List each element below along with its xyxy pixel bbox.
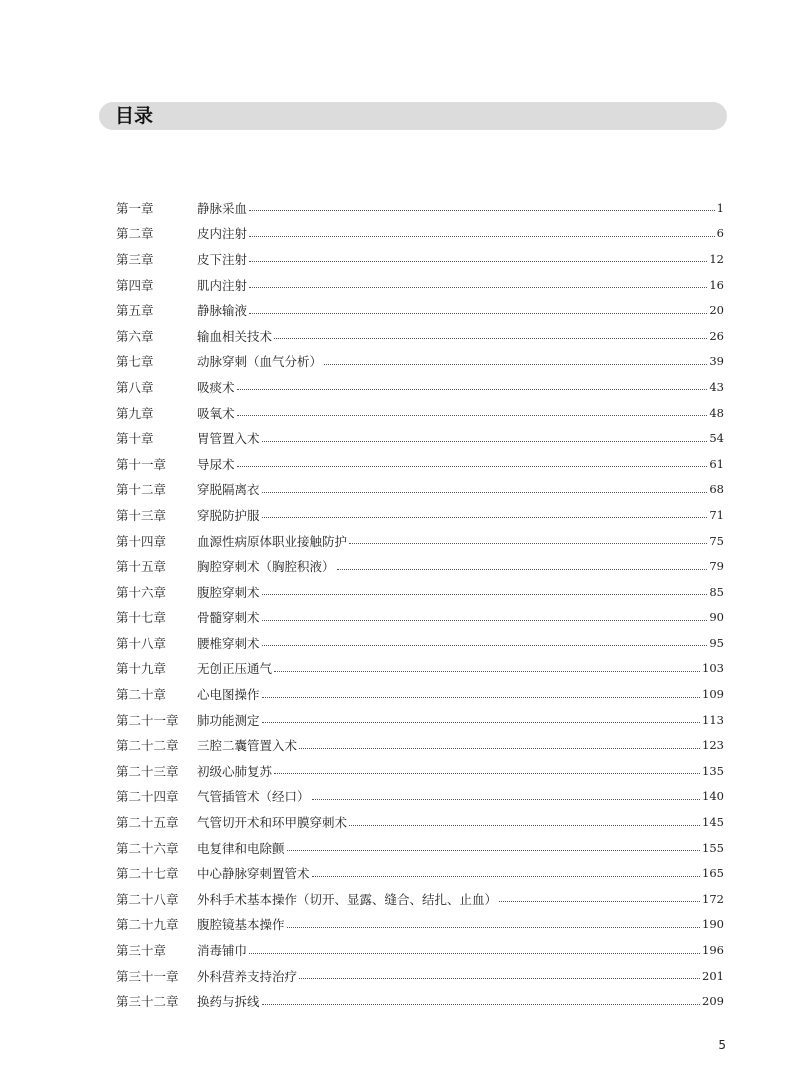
- toc-page-number: 145: [702, 815, 724, 830]
- toc-chapter-number: 第十一章: [116, 456, 167, 472]
- toc-chapter-title: 无创正压通气: [197, 661, 273, 677]
- toc-chapter-title: 输血相关技术: [197, 328, 273, 344]
- toc-chapter-number: 第二十一章: [116, 712, 179, 728]
- toc-entry[interactable]: [116, 605, 724, 631]
- toc-chapter-number: 第五章: [116, 303, 154, 319]
- page-title: 目录: [115, 105, 154, 127]
- toc-page-number: 190: [702, 917, 724, 932]
- toc-page-number: 209: [702, 994, 724, 1009]
- toc-chapter-title: 消毒铺巾: [197, 943, 248, 959]
- toc-leader-dots: [274, 671, 700, 672]
- toc-chapter-number: 第二十七章: [116, 866, 179, 882]
- toc-leader-dots: [299, 978, 700, 979]
- toc-page-number: 165: [702, 866, 724, 881]
- toc-page-number: 103: [702, 661, 724, 676]
- toc-chapter-title: 皮内注射: [197, 226, 248, 242]
- toc-leader-dots: [262, 620, 708, 621]
- toc-chapter-title: 肺功能测定: [197, 712, 260, 728]
- toc-page-number: 113: [702, 712, 724, 727]
- toc-leader-dots: [262, 697, 701, 698]
- toc-page-number: 109: [702, 687, 724, 702]
- toc-chapter-number: 第十七章: [116, 610, 167, 626]
- toc-chapter-title: 电复律和电除颤: [197, 840, 285, 856]
- toc-chapter-number: 第十章: [116, 431, 154, 447]
- toc-chapter-title: 三腔二囊管置入术: [197, 738, 298, 754]
- toc-leader-dots: [262, 492, 708, 493]
- toc-page-number: 75: [709, 533, 724, 548]
- toc-chapter-title: 中心静脉穿刺置管术: [197, 866, 310, 882]
- toc-chapter-number: 第十五章: [116, 559, 167, 575]
- toc-entry[interactable]: [116, 937, 724, 963]
- toc-chapter-title: 腹腔镜基本操作: [197, 917, 285, 933]
- toc-chapter-number: 第十六章: [116, 584, 167, 600]
- toc-chapter-number: 第二十章: [116, 687, 167, 703]
- toc-leader-dots: [274, 338, 707, 339]
- toc-entry[interactable]: [116, 323, 724, 349]
- toc-entry[interactable]: [116, 681, 724, 707]
- toc-entry[interactable]: [116, 451, 724, 477]
- toc-entry[interactable]: [116, 732, 724, 758]
- toc-chapter-number: 第十二章: [116, 482, 167, 498]
- toc-leader-dots: [287, 850, 701, 851]
- toc-entry[interactable]: [116, 758, 724, 784]
- toc-chapter-number: 第二十九章: [116, 917, 179, 933]
- toc-chapter-title: 骨髓穿刺术: [197, 610, 260, 626]
- toc-leader-dots: [249, 313, 707, 314]
- toc-entry[interactable]: [116, 784, 724, 810]
- toc-chapter-number: 第一章: [116, 200, 154, 216]
- toc-page-number: 172: [702, 891, 724, 906]
- toc-chapter-number: 第十三章: [116, 507, 167, 523]
- toc-chapter-number: 第九章: [116, 405, 154, 421]
- toc-page-number: 16: [709, 277, 724, 292]
- toc-page-number: 79: [709, 559, 724, 574]
- toc-entry[interactable]: [116, 502, 724, 528]
- toc-chapter-title: 气管切开术和环甲膜穿刺术: [197, 815, 348, 831]
- toc-chapter-title: 吸痰术: [197, 379, 235, 395]
- toc-chapter-number: 第二十三章: [116, 763, 179, 779]
- toc-chapter-title: 初级心肺复苏: [197, 763, 273, 779]
- toc-entry[interactable]: [116, 297, 724, 323]
- toc-chapter-number: 第八章: [116, 379, 154, 395]
- toc-page-number: 48: [709, 405, 724, 420]
- toc-leader-dots: [299, 748, 700, 749]
- toc-chapter-number: 第三十章: [116, 943, 167, 959]
- toc-leader-dots: [262, 517, 708, 518]
- toc-title-bar: [99, 102, 727, 130]
- toc-chapter-number: 第十八章: [116, 635, 167, 651]
- toc-leader-dots: [337, 569, 708, 570]
- toc-entry[interactable]: [116, 553, 724, 579]
- toc-page-number: 196: [702, 943, 724, 958]
- toc-chapter-number: 第七章: [116, 354, 154, 370]
- toc-chapter-title: 皮下注射: [197, 251, 248, 267]
- toc-entry[interactable]: [116, 988, 724, 1014]
- toc-entry[interactable]: [116, 579, 724, 605]
- toc-chapter-number: 第三章: [116, 251, 154, 267]
- toc-leader-dots: [249, 236, 715, 237]
- toc-page-number: 95: [709, 635, 724, 650]
- toc-entry[interactable]: [116, 963, 724, 989]
- toc-entry[interactable]: [116, 425, 724, 451]
- toc-leader-dots: [249, 210, 715, 211]
- toc-leader-dots: [262, 645, 708, 646]
- toc-entry[interactable]: [116, 656, 724, 682]
- toc-page-number: 6: [716, 226, 724, 241]
- toc-leader-dots: [237, 389, 708, 390]
- toc-leader-dots: [324, 364, 707, 365]
- toc-chapter-number: 第二十八章: [116, 891, 179, 907]
- toc-leader-dots: [262, 441, 708, 442]
- toc-page-number: 26: [709, 328, 724, 343]
- toc-entry[interactable]: [116, 272, 724, 298]
- toc-page-number: 54: [709, 431, 724, 446]
- toc-leader-dots: [249, 287, 707, 288]
- toc-entry[interactable]: [116, 630, 724, 656]
- toc-entry[interactable]: [116, 221, 724, 247]
- toc-page-number: 61: [709, 456, 724, 471]
- toc-page-number: 71: [709, 507, 724, 522]
- toc-chapter-number: 第三十一章: [116, 968, 179, 984]
- toc-chapter-number: 第十九章: [116, 661, 167, 677]
- toc-page-number: 1: [716, 200, 724, 215]
- toc-entry[interactable]: [116, 195, 724, 221]
- toc-chapter-title: 动脉穿刺（血气分析）: [197, 354, 323, 370]
- toc-leader-dots: [237, 415, 708, 416]
- toc-chapter-number: 第四章: [116, 277, 154, 293]
- toc-page-number: 135: [702, 763, 724, 778]
- toc-chapter-number: 第二章: [116, 226, 154, 242]
- toc-chapter-number: 第三十二章: [116, 994, 179, 1010]
- toc-entry[interactable]: [116, 860, 724, 886]
- toc-page-number: 155: [702, 840, 724, 855]
- page-number: 5: [718, 1038, 726, 1052]
- toc-page-number: 12: [709, 251, 724, 266]
- toc-leader-dots: [287, 927, 701, 928]
- toc-chapter-title: 导尿术: [197, 456, 235, 472]
- toc-leader-dots: [349, 543, 707, 544]
- toc-chapter-title: 气管插管术（经口）: [197, 789, 310, 805]
- toc-page-number: 90: [709, 610, 724, 625]
- toc-entry[interactable]: [116, 374, 724, 400]
- toc-leader-dots: [249, 261, 707, 262]
- toc-chapter-title: 静脉采血: [197, 200, 248, 216]
- toc-entry[interactable]: [116, 528, 724, 554]
- toc-chapter-number: 第十四章: [116, 533, 167, 549]
- toc-page-number: 68: [709, 482, 724, 497]
- toc-entry[interactable]: [116, 400, 724, 426]
- toc-page-number: 123: [702, 738, 724, 753]
- toc-page-number: 201: [702, 968, 724, 983]
- toc-entry[interactable]: [116, 809, 724, 835]
- toc-leader-dots: [274, 773, 700, 774]
- toc-entry[interactable]: [116, 246, 724, 272]
- toc-entry[interactable]: [116, 886, 724, 912]
- toc-page-number: 39: [709, 354, 724, 369]
- toc-chapter-title: 肌内注射: [197, 277, 248, 293]
- toc-leader-dots: [237, 466, 708, 467]
- toc-chapter-title: 吸氧术: [197, 405, 235, 421]
- toc-leader-dots: [262, 722, 701, 723]
- toc-chapter-title: 胸腔穿刺术（胸腔积液）: [197, 559, 335, 575]
- toc-leader-dots: [262, 594, 708, 595]
- toc-chapter-title: 静脉输液: [197, 303, 248, 319]
- toc-chapter-title: 腰椎穿刺术: [197, 635, 260, 651]
- toc-chapter-title: 穿脱隔离衣: [197, 482, 260, 498]
- toc-chapter-title: 血源性病原体职业接触防护: [197, 533, 348, 549]
- toc-entry[interactable]: [116, 835, 724, 861]
- toc-page-number: 43: [709, 379, 724, 394]
- toc-page-number: 20: [709, 303, 724, 318]
- toc-chapter-number: 第二十四章: [116, 789, 179, 805]
- toc-chapter-title: 胃管置入术: [197, 431, 260, 447]
- toc-chapter-title: 外科手术基本操作（切开、显露、缝合、结扎、止血）: [197, 891, 498, 907]
- toc-leader-dots: [262, 1004, 701, 1005]
- toc-entry[interactable]: [116, 707, 724, 733]
- toc-leader-dots: [312, 876, 701, 877]
- table-of-contents: [116, 195, 724, 1014]
- toc-page-number: 140: [702, 789, 724, 804]
- toc-chapter-title: 换药与拆线: [197, 994, 260, 1010]
- toc-leader-dots: [349, 825, 700, 826]
- toc-chapter-title: 腹腔穿刺术: [197, 584, 260, 600]
- toc-chapter-title: 外科营养支持治疗: [197, 968, 298, 984]
- toc-entry[interactable]: [116, 912, 724, 938]
- toc-entry[interactable]: [116, 477, 724, 503]
- toc-chapter-title: 穿脱防护服: [197, 507, 260, 523]
- toc-leader-dots: [249, 953, 700, 954]
- toc-chapter-number: 第六章: [116, 328, 154, 344]
- toc-leader-dots: [312, 799, 701, 800]
- toc-chapter-title: 心电图操作: [197, 687, 260, 703]
- toc-chapter-number: 第二十二章: [116, 738, 179, 754]
- toc-chapter-number: 第二十五章: [116, 815, 179, 831]
- toc-page-number: 85: [709, 584, 724, 599]
- toc-chapter-number: 第二十六章: [116, 840, 179, 856]
- toc-leader-dots: [499, 901, 700, 902]
- toc-entry[interactable]: [116, 349, 724, 375]
